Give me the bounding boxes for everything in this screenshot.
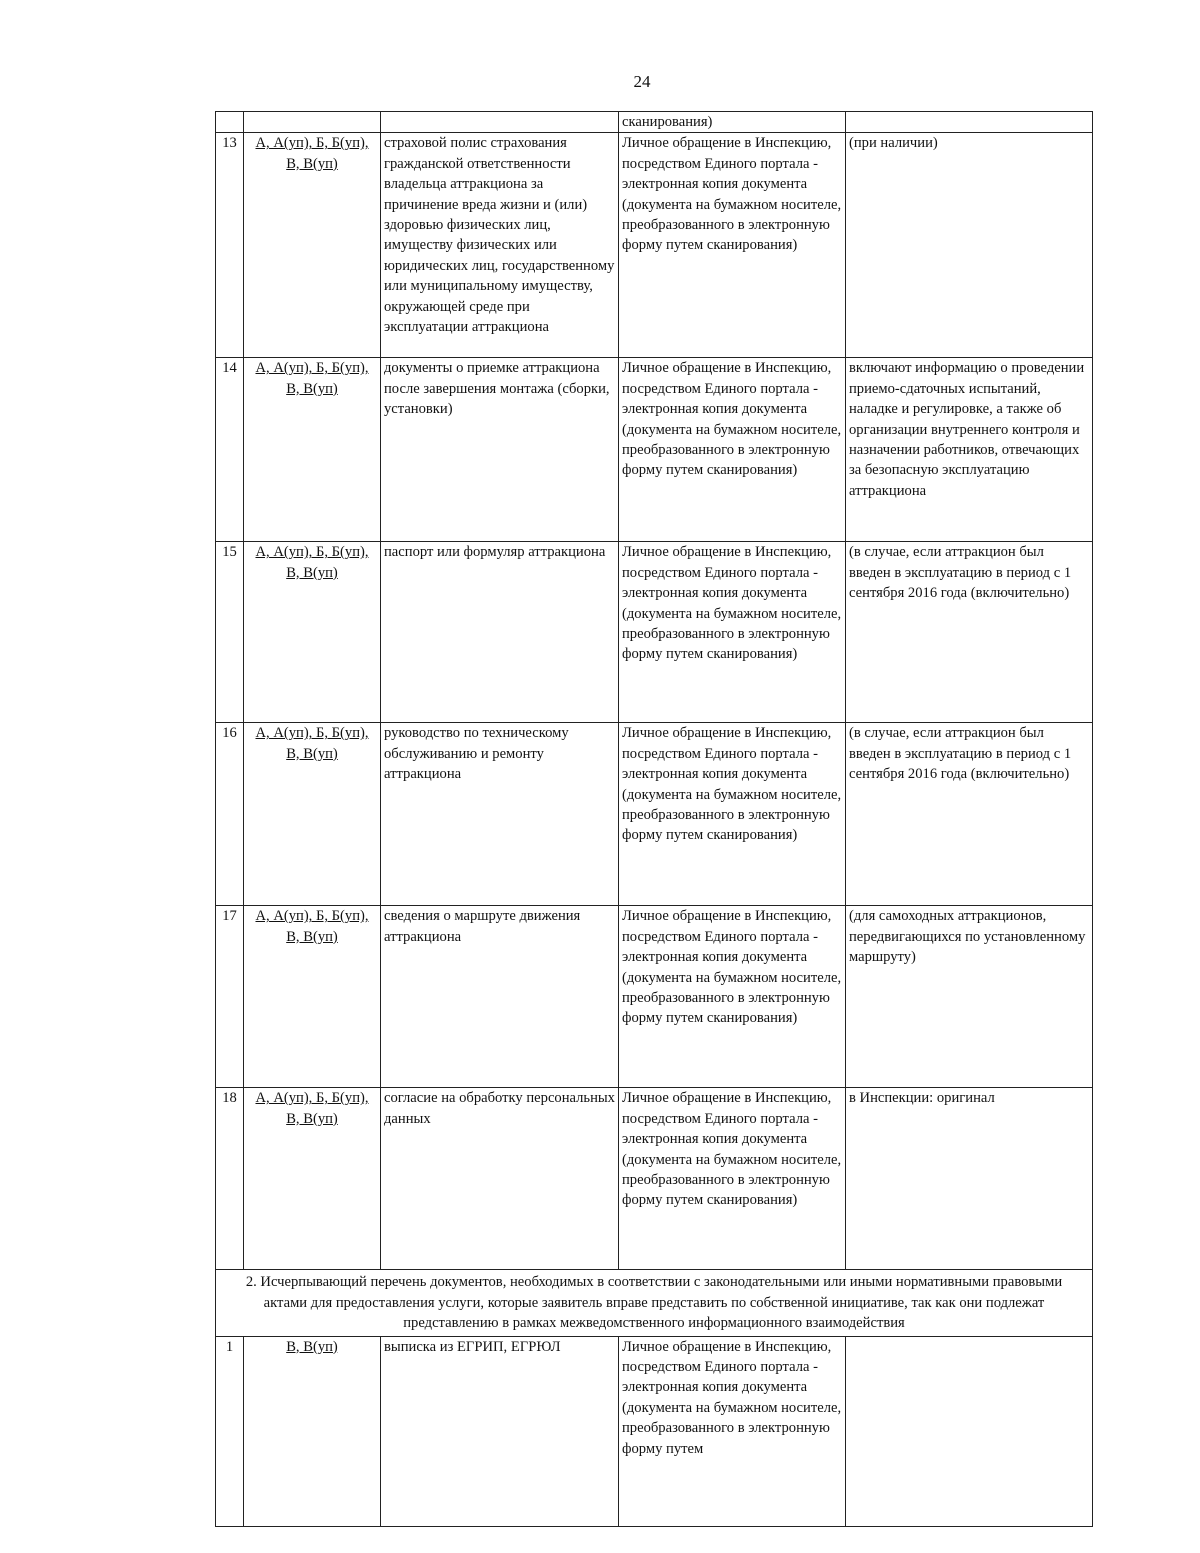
row-number: 15 xyxy=(216,542,244,723)
document-note: в Инспекции: оригинал xyxy=(846,1088,1093,1270)
categories-line-2: В, В(уп) xyxy=(286,745,338,762)
row-number: 13 xyxy=(216,133,244,358)
documents-table xyxy=(215,111,1093,1527)
document-name: руководство по техническому обслуживанию и ремонту аттракциона xyxy=(381,723,619,906)
continued-row xyxy=(216,112,1093,133)
document-note: (в случае, если аттракцион был введен в эксплуатацию в период с 1 сентября 2016 года (включительно) xyxy=(846,723,1093,906)
table-row xyxy=(216,133,1093,358)
categories-line-1: А, А(уп), Б, Б(уп), xyxy=(255,908,369,925)
cell-num xyxy=(216,112,244,133)
categories-line-2: В, В(уп) xyxy=(286,928,338,945)
cell-categories xyxy=(244,112,381,133)
categories-line-1: А, А(уп), Б, Б(уп), xyxy=(255,725,369,742)
submission-method: Личное обращение в Инспекцию, посредством Единого портала - электронная копия документа (документа на бумажном носителе, преобразованного в электронную форму путем сканирования) xyxy=(619,723,846,906)
document-note xyxy=(846,1336,1093,1526)
categories-line-1: А, А(уп), Б, Б(уп), xyxy=(255,1090,369,1107)
applicant-categories xyxy=(244,1336,381,1526)
submission-method: Личное обращение в Инспекцию, посредством Единого портала - электронная копия документа (документа на бумажном носителе, преобразованного в электронную форму путем сканирования) xyxy=(619,906,846,1088)
categories-line-2: В, В(уп) xyxy=(286,380,338,397)
submission-method: Личное обращение в Инспекцию, посредством Единого портала - электронная копия документа (документа на бумажном носителе, преобразованного в электронную форму путем xyxy=(619,1336,846,1526)
categories-line-1: А, А(уп), Б, Б(уп), xyxy=(255,360,369,377)
cell-method: сканирования) xyxy=(619,112,846,133)
categories-line-1: В, В(уп) xyxy=(286,1338,338,1355)
document-note: (в случае, если аттракцион был введен в эксплуатацию в период с 1 сентября 2016 года (включительно) xyxy=(846,542,1093,723)
section-heading: 2. Исчерпывающий перечень документов, необходимых в соответствии с законодательными или иными нормативными правовыми актами для предоставления услуги, которые заявитель вправе представить по собственной инициативе, так как они подлежат представлению в рамках межведомственного информационного взаимодействия xyxy=(216,1270,1093,1336)
document-name: страховой полис страхования гражданской ответственности владельца аттракциона за причинение вреда жизни и (или) здоровью физических лиц, имуществу физических или юридических лиц, государственному или муниципальному имуществу, окружающей среде при эксплуатации аттракциона xyxy=(381,133,619,358)
row-number: 16 xyxy=(216,723,244,906)
applicant-categories xyxy=(244,542,381,723)
submission-method: Личное обращение в Инспекцию, посредством Единого портала - электронная копия документа (документа на бумажном носителе, преобразованного в электронную форму путем сканирования) xyxy=(619,1088,846,1270)
document-name: паспорт или формуляр аттракциона xyxy=(381,542,619,723)
document-note: (для самоходных аттракционов, передвигающихся по установленному маршруту) xyxy=(846,906,1093,1088)
submission-method: Личное обращение в Инспекцию, посредством Единого портала - электронная копия документа (документа на бумажном носителе, преобразованного в электронную форму путем сканирования) xyxy=(619,542,846,723)
applicant-categories xyxy=(244,133,381,358)
cell-note xyxy=(846,112,1093,133)
categories-line-1: А, А(уп), Б, Б(уп), xyxy=(255,544,369,561)
categories-line-1: А, А(уп), Б, Б(уп), xyxy=(255,135,369,152)
row-number: 1 xyxy=(216,1336,244,1526)
row-number: 14 xyxy=(216,358,244,542)
applicant-categories xyxy=(244,358,381,542)
table-row xyxy=(216,542,1093,723)
table-row xyxy=(216,358,1093,542)
document-name: сведения о маршруте движения аттракциона xyxy=(381,906,619,1088)
categories-line-2: В, В(уп) xyxy=(286,155,338,172)
document-name: согласие на обработку персональных данных xyxy=(381,1088,619,1270)
document-name: документы о приемке аттракциона после завершения монтажа (сборки, установки) xyxy=(381,358,619,542)
table-row xyxy=(216,723,1093,906)
cell-name xyxy=(381,112,619,133)
table-row xyxy=(216,906,1093,1088)
row-number: 17 xyxy=(216,906,244,1088)
applicant-categories xyxy=(244,906,381,1088)
table-row xyxy=(216,1088,1093,1270)
section-heading-row xyxy=(216,1270,1093,1336)
document-note: включают информацию о проведении приемо-сдаточных испытаний, наладке и регулировке, а также об организации внутреннего контроля и назначении работников, отвечающих за безопасную эксплуатацию аттракциона xyxy=(846,358,1093,542)
row-number: 18 xyxy=(216,1088,244,1270)
categories-line-2: В, В(уп) xyxy=(286,1110,338,1127)
applicant-categories xyxy=(244,1088,381,1270)
document-note: (при наличии) xyxy=(846,133,1093,358)
table-row xyxy=(216,1336,1093,1526)
applicant-categories xyxy=(244,723,381,906)
document-name: выписка из ЕГРИП, ЕГРЮЛ xyxy=(381,1336,619,1526)
submission-method: Личное обращение в Инспекцию, посредством Единого портала - электронная копия документа (документа на бумажном носителе, преобразованного в электронную форму путем сканирования) xyxy=(619,133,846,358)
page-number: 24 xyxy=(633,72,651,91)
submission-method: Личное обращение в Инспекцию, посредством Единого портала - электронная копия документа (документа на бумажном носителе, преобразованного в электронную форму путем сканирования) xyxy=(619,358,846,542)
categories-line-2: В, В(уп) xyxy=(286,564,338,581)
